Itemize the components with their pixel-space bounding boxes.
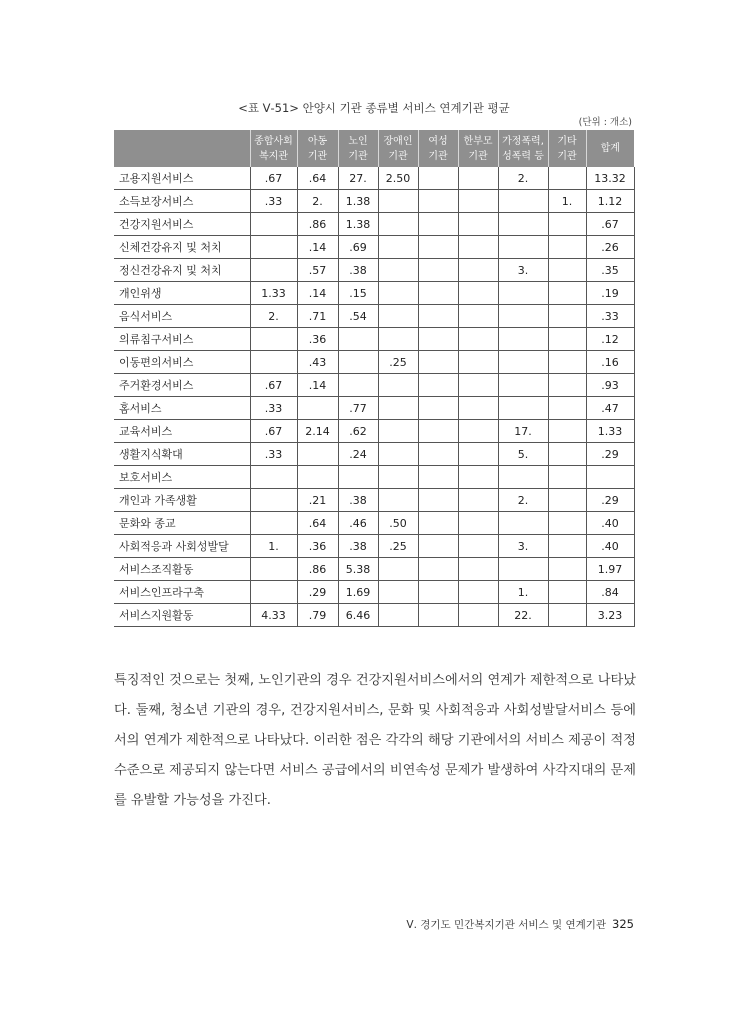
table-row (114, 236, 634, 259)
table-cell: 3. (498, 259, 548, 282)
table-row (114, 328, 634, 351)
table-cell: .35 (586, 259, 634, 282)
table-cell (458, 420, 498, 443)
table-cell (250, 512, 297, 535)
table-cell: .93 (586, 374, 634, 397)
table-cell (498, 374, 548, 397)
table-row (114, 213, 634, 236)
table-cell: 2. (297, 190, 338, 213)
table-cell: 2.50 (378, 167, 418, 190)
table-cell (250, 351, 297, 374)
table-cell: .62 (338, 420, 378, 443)
table-row (114, 397, 634, 420)
table-cell: 6.46 (338, 604, 378, 627)
table-cell (250, 466, 297, 489)
table-cell: .26 (586, 236, 634, 259)
table-cell: .47 (586, 397, 634, 420)
table-cell: .29 (297, 581, 338, 604)
table-cell (548, 236, 586, 259)
row-label: 보호서비스 (114, 466, 250, 489)
table-cell (498, 466, 548, 489)
table-cell: 1.97 (586, 558, 634, 581)
table-cell: 1.12 (586, 190, 634, 213)
table-cell (250, 489, 297, 512)
table-cell (418, 466, 458, 489)
table-cell (378, 259, 418, 282)
table-cell (418, 512, 458, 535)
table-cell (297, 443, 338, 466)
table-cell: .33 (250, 443, 297, 466)
row-label: 의류침구서비스 (114, 328, 250, 351)
table-cell (458, 351, 498, 374)
table-cell: .12 (586, 328, 634, 351)
table-cell: .69 (338, 236, 378, 259)
row-label: 고용지원서비스 (114, 167, 250, 190)
table-cell (498, 190, 548, 213)
table-cell: .40 (586, 512, 634, 535)
table-cell (250, 558, 297, 581)
table-cell: .57 (297, 259, 338, 282)
row-label: 정신건강유지 및 처치 (114, 259, 250, 282)
table-cell (548, 420, 586, 443)
table-row (114, 466, 634, 489)
table-cell (548, 512, 586, 535)
table-cell: 2.14 (297, 420, 338, 443)
table-cell (548, 535, 586, 558)
page-number: 325 (612, 917, 634, 931)
table-cell (418, 604, 458, 627)
table-cell (378, 190, 418, 213)
row-label: 개인과 가족생활 (114, 489, 250, 512)
table-cell (498, 512, 548, 535)
table-row (114, 581, 634, 604)
row-label: 사회적응과 사회성발달 (114, 535, 250, 558)
table-cell: .15 (338, 282, 378, 305)
table-cell (458, 213, 498, 236)
table-cell: .67 (250, 167, 297, 190)
table-cell: 1.69 (338, 581, 378, 604)
table-cell (297, 466, 338, 489)
table-cell: .21 (297, 489, 338, 512)
table-cell: 1.33 (250, 282, 297, 305)
table-cell (498, 351, 548, 374)
table-cell: .36 (297, 535, 338, 558)
table-cell: .14 (297, 374, 338, 397)
table-row (114, 190, 634, 213)
table-cell: .67 (250, 374, 297, 397)
table-cell: .84 (586, 581, 634, 604)
table-cell (458, 167, 498, 190)
table-cell (418, 282, 458, 305)
table-cell: 22. (498, 604, 548, 627)
table-cell (548, 558, 586, 581)
table-cell (378, 236, 418, 259)
table-row (114, 535, 634, 558)
table-cell: 5.38 (338, 558, 378, 581)
table-cell: .33 (250, 190, 297, 213)
table-cell (378, 489, 418, 512)
header-cell: 합계 (586, 130, 634, 167)
row-label: 음식서비스 (114, 305, 250, 328)
row-label: 서비스조직활동 (114, 558, 250, 581)
table-cell (548, 351, 586, 374)
table-cell (498, 236, 548, 259)
table-cell (338, 374, 378, 397)
table-cell (418, 581, 458, 604)
table-row (114, 604, 634, 627)
page-footer (406, 917, 634, 932)
table-cell: .71 (297, 305, 338, 328)
table-cell: .29 (586, 443, 634, 466)
table-cell: .43 (297, 351, 338, 374)
table-cell (378, 305, 418, 328)
table-cell: .38 (338, 535, 378, 558)
table-cell (250, 581, 297, 604)
table-cell (418, 420, 458, 443)
table-row (114, 420, 634, 443)
table-cell: 2. (498, 489, 548, 512)
table-cell (250, 236, 297, 259)
row-label: 신체건강유지 및 처치 (114, 236, 250, 259)
table-cell: .86 (297, 213, 338, 236)
table-cell (418, 328, 458, 351)
table-cell: .33 (586, 305, 634, 328)
table-cell (548, 328, 586, 351)
table-cell: 1. (250, 535, 297, 558)
table-cell: .36 (297, 328, 338, 351)
row-label: 서비스인프라구축 (114, 581, 250, 604)
table-cell: .29 (586, 489, 634, 512)
row-label: 주거환경서비스 (114, 374, 250, 397)
table-cell: .77 (338, 397, 378, 420)
table-cell: 3.23 (586, 604, 634, 627)
table-cell (378, 328, 418, 351)
table-cell (418, 443, 458, 466)
table-cell (458, 190, 498, 213)
table-cell: 1. (498, 581, 548, 604)
table-cell (418, 351, 458, 374)
header-cell: 아동 기관 (297, 130, 338, 167)
table-row (114, 489, 634, 512)
table-cell (418, 558, 458, 581)
table-cell (498, 558, 548, 581)
table-cell (418, 213, 458, 236)
table-cell: .38 (338, 259, 378, 282)
body-paragraph: 특징적인 것으로는 첫째, 노인기관의 경우 건강지원서비스에서의 연계가 제한적으로 나타났다. 둘째, 청소년 기관의 경우, 건강지원서비스, 문화 및 사회적응과 사회성발달서비스 등에서의 연계가 제한적으로 나타났다. 이러한 점은 각각의 해당 기관에서의 서비스 제공이 적정수준으로 제공되지 않는다면 서비스 공급에서의 비연속성 문제가 발생하여 사각지대의 문제를 유발할 가능성을 가진다. (114, 673, 636, 808)
table-cell (498, 328, 548, 351)
row-label: 서비스지원활동 (114, 604, 250, 627)
table-cell (338, 351, 378, 374)
table-cell (498, 213, 548, 236)
header-cell: 기타 기관 (548, 130, 586, 167)
table-cell (548, 397, 586, 420)
table-cell (548, 213, 586, 236)
table-row (114, 282, 634, 305)
table-cell (548, 443, 586, 466)
table-cell (458, 443, 498, 466)
table-cell (418, 489, 458, 512)
header-cell-blank (114, 130, 250, 167)
table-cell: .14 (297, 236, 338, 259)
table-cell (418, 397, 458, 420)
row-label: 교육서비스 (114, 420, 250, 443)
table-row (114, 305, 634, 328)
table-cell (250, 213, 297, 236)
table-cell: 4.33 (250, 604, 297, 627)
table-cell (378, 397, 418, 420)
table-cell (250, 328, 297, 351)
table-cell (418, 190, 458, 213)
table-cell: .50 (378, 512, 418, 535)
table-cell: .25 (378, 351, 418, 374)
row-label: 홈서비스 (114, 397, 250, 420)
table-row (114, 167, 634, 190)
table-cell (548, 466, 586, 489)
table-cell: .16 (586, 351, 634, 374)
table-cell (548, 604, 586, 627)
table-cell: .14 (297, 282, 338, 305)
table-cell (378, 581, 418, 604)
table-cell (458, 489, 498, 512)
table-cell (378, 443, 418, 466)
header-cell: 가정폭력, 성폭력 등 (498, 130, 548, 167)
table-cell (548, 282, 586, 305)
table-cell: .67 (586, 213, 634, 236)
table-cell: .33 (250, 397, 297, 420)
table-cell: .64 (297, 512, 338, 535)
header-cell: 장애인 기관 (378, 130, 418, 167)
table-cell (418, 167, 458, 190)
table-cell (548, 167, 586, 190)
table-cell (378, 420, 418, 443)
table-cell (250, 259, 297, 282)
header-cell: 여성 기관 (418, 130, 458, 167)
header-cell: 노인 기관 (338, 130, 378, 167)
table-cell: .40 (586, 535, 634, 558)
table-cell: .19 (586, 282, 634, 305)
table-cell (378, 604, 418, 627)
table-cell (418, 535, 458, 558)
table-cell: .67 (250, 420, 297, 443)
table-cell: .64 (297, 167, 338, 190)
table-cell (548, 305, 586, 328)
table-cell (458, 535, 498, 558)
table-cell (458, 558, 498, 581)
table-cell (418, 305, 458, 328)
table-cell (458, 466, 498, 489)
table-cell: 3. (498, 535, 548, 558)
table-cell (586, 466, 634, 489)
row-label: 개인위생 (114, 282, 250, 305)
table-cell (458, 581, 498, 604)
table-cell (548, 374, 586, 397)
table-cell (458, 305, 498, 328)
table-cell: 1.38 (338, 190, 378, 213)
row-label: 문화와 종교 (114, 512, 250, 535)
table-header-row (114, 130, 634, 167)
table-row (114, 558, 634, 581)
table-cell: 2. (498, 167, 548, 190)
table-cell: 1. (548, 190, 586, 213)
table-cell (297, 397, 338, 420)
table-cell (458, 328, 498, 351)
table-cell (418, 259, 458, 282)
table-cell: .25 (378, 535, 418, 558)
table-cell: .86 (297, 558, 338, 581)
table-cell: 2. (250, 305, 297, 328)
table-cell: 1.38 (338, 213, 378, 236)
table-cell (458, 282, 498, 305)
table-cell: 17. (498, 420, 548, 443)
service-linkage-table (114, 130, 635, 627)
table-cell: 1.33 (586, 420, 634, 443)
table-cell (498, 282, 548, 305)
table-cell (458, 374, 498, 397)
table-cell (378, 282, 418, 305)
table-cell: .79 (297, 604, 338, 627)
table-cell (548, 581, 586, 604)
table-cell: 5. (498, 443, 548, 466)
table-cell (498, 305, 548, 328)
row-label: 생활지식확대 (114, 443, 250, 466)
table-cell (458, 236, 498, 259)
table-cell (378, 374, 418, 397)
row-label: 소득보장서비스 (114, 190, 250, 213)
table-row (114, 259, 634, 282)
table-caption: <표 Ⅴ-51> 안양시 기관 종류별 서비스 연계기관 평균 (238, 101, 510, 115)
table-cell (458, 604, 498, 627)
table-cell (458, 397, 498, 420)
table-cell (458, 512, 498, 535)
table-row (114, 374, 634, 397)
table-cell (378, 558, 418, 581)
table-cell (418, 374, 458, 397)
chapter-title: Ⅴ. 경기도 민간복지기관 서비스 및 연계기관 (406, 919, 607, 931)
table-cell (498, 397, 548, 420)
table-row (114, 351, 634, 374)
header-cell: 종합사회 복지관 (250, 130, 297, 167)
table-cell: 13.32 (586, 167, 634, 190)
table-cell: .24 (338, 443, 378, 466)
table-cell (338, 328, 378, 351)
table-cell (418, 236, 458, 259)
table-cell: 27. (338, 167, 378, 190)
header-cell: 한부모 기관 (458, 130, 498, 167)
row-label: 건강지원서비스 (114, 213, 250, 236)
table-cell (378, 466, 418, 489)
table-cell (458, 259, 498, 282)
table-cell (338, 466, 378, 489)
table-cell: .38 (338, 489, 378, 512)
table-cell: .54 (338, 305, 378, 328)
table-row (114, 512, 634, 535)
unit-label: (단위 : 개소) (578, 117, 632, 128)
table-cell (548, 489, 586, 512)
table-row (114, 443, 634, 466)
table-cell: .46 (338, 512, 378, 535)
table-cell (548, 259, 586, 282)
row-label: 이동편의서비스 (114, 351, 250, 374)
table-cell (378, 213, 418, 236)
